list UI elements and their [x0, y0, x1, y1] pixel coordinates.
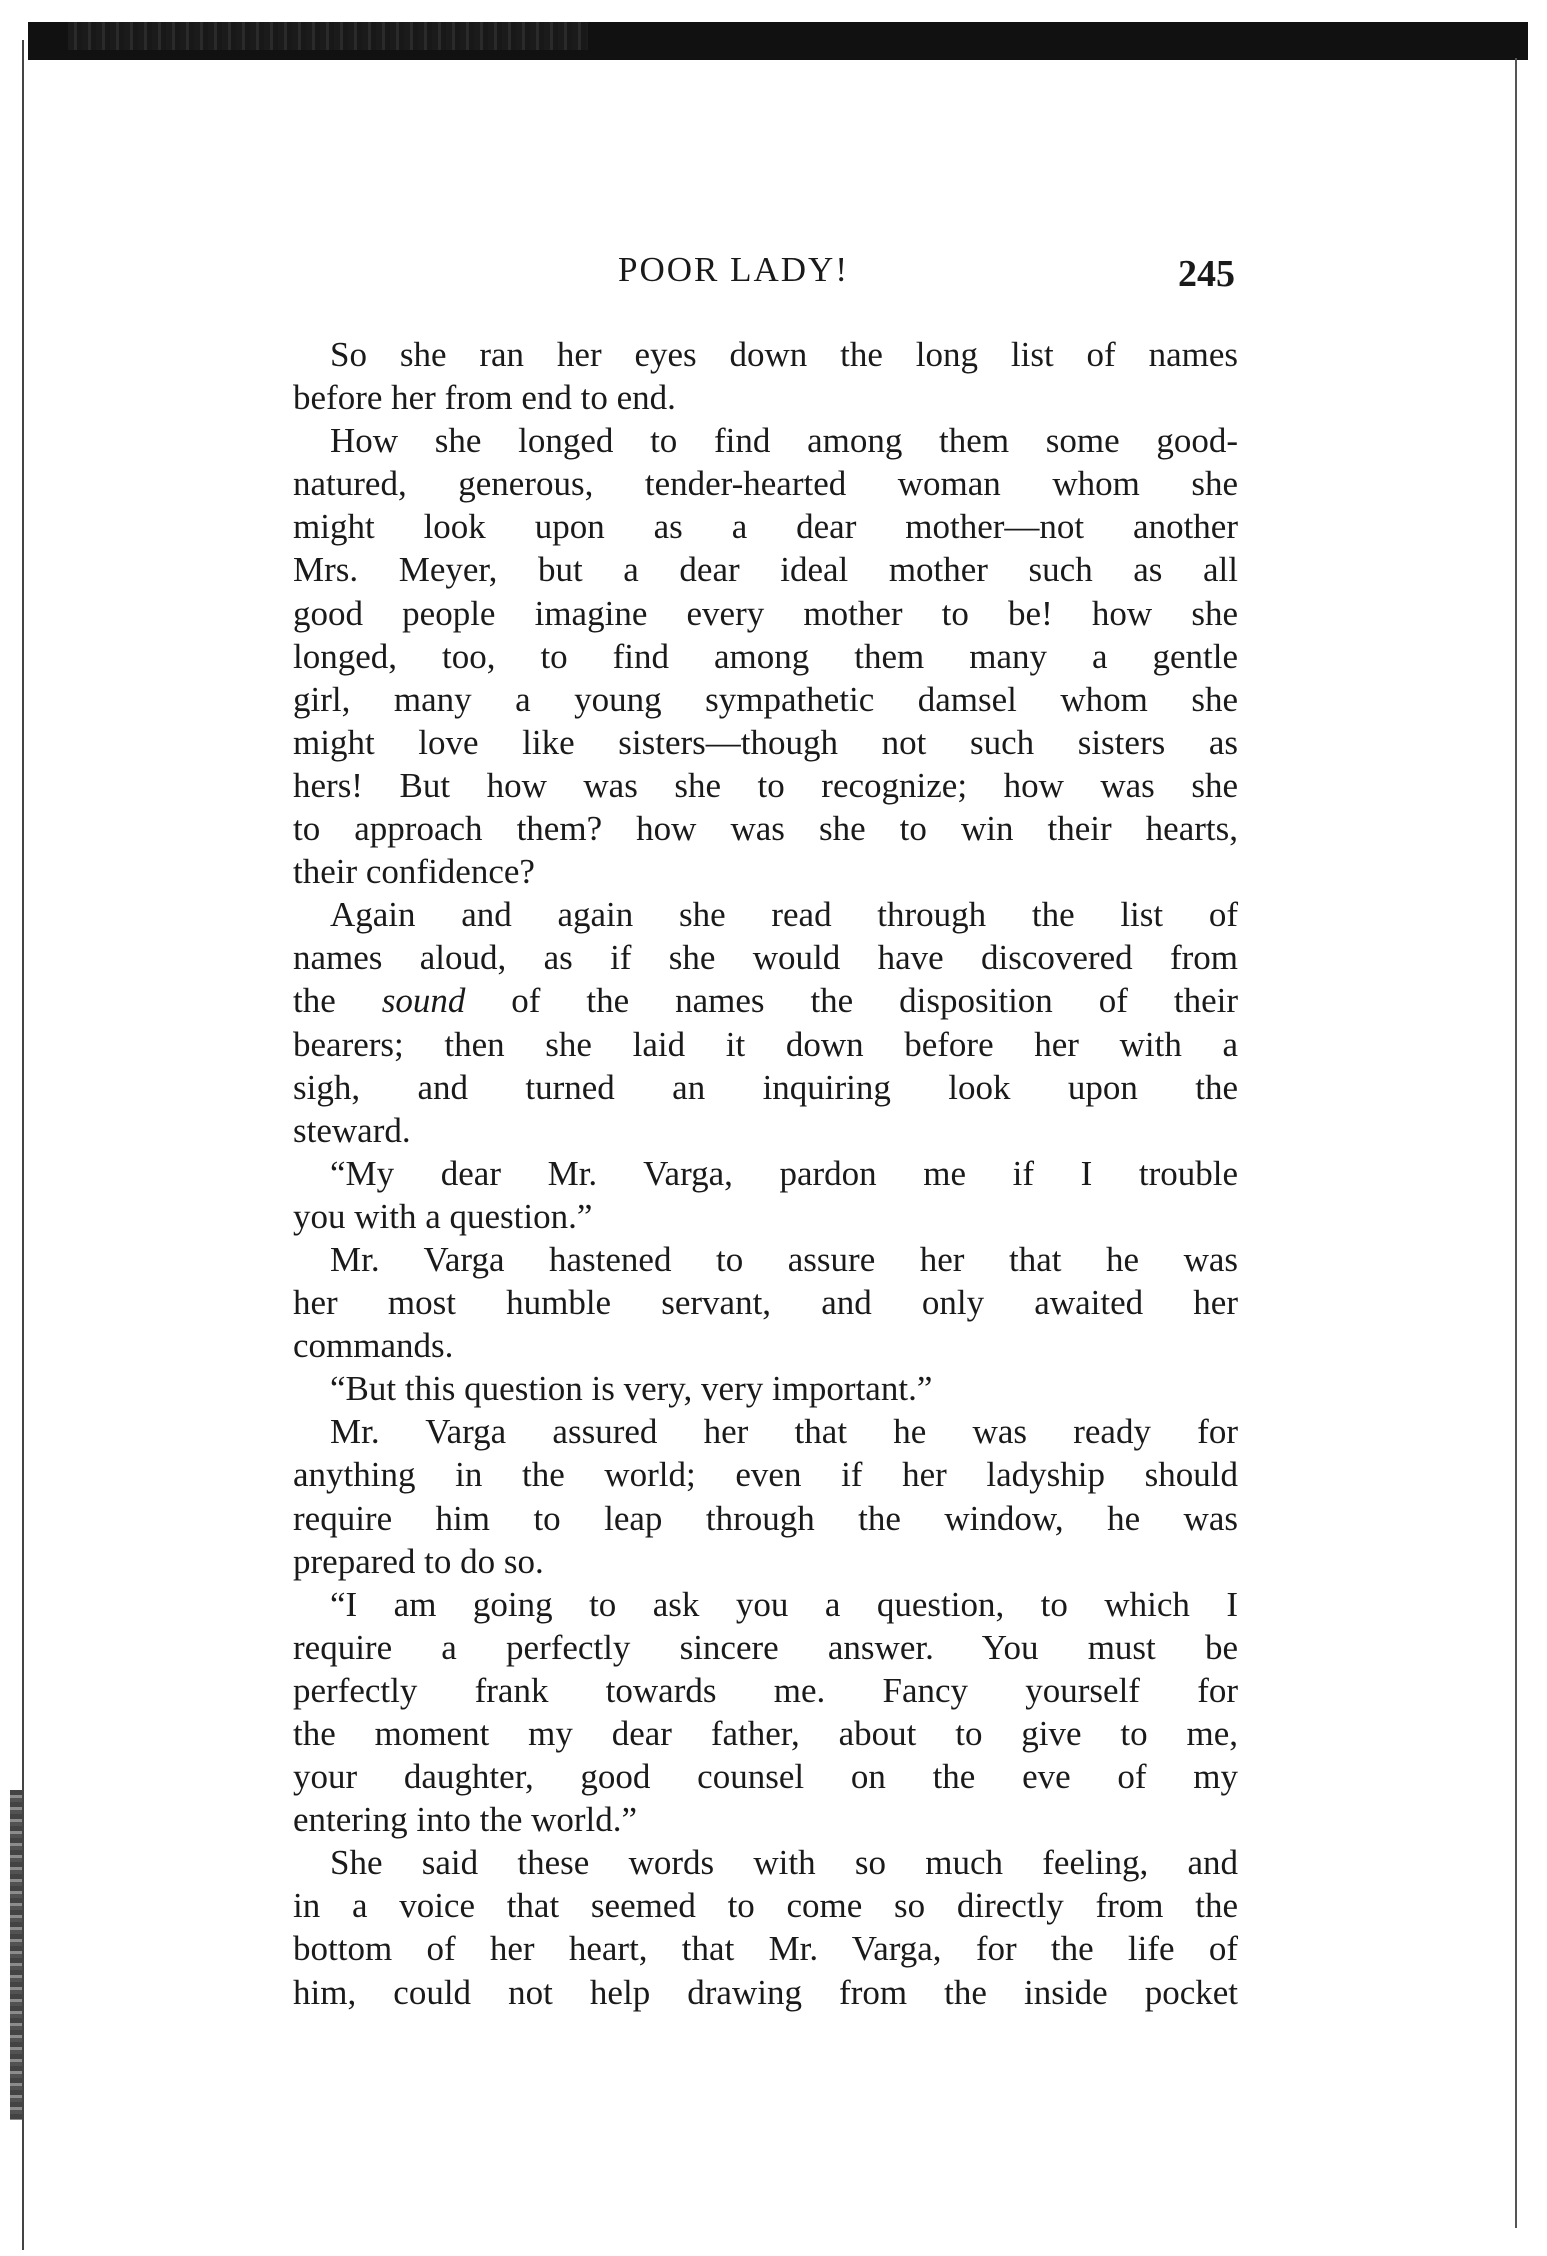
- text-line: bottom of her heart, that Mr. Varga, for the life of: [293, 1929, 1238, 1969]
- text-line: in a voice that seemed to come so directly from the: [293, 1886, 1238, 1926]
- text-line: require him to leap through the window, he was: [293, 1498, 1238, 1538]
- text-line: him, could not help drawing from the inside pocket: [293, 1972, 1238, 2012]
- text-before-emphasis: the: [293, 981, 382, 1021]
- text-line: longed, too, to find among them many a gentle: [293, 636, 1238, 676]
- text-line: steward.: [293, 1110, 411, 1150]
- text-line: the moment my dear father, about to give to me,: [293, 1714, 1238, 1753]
- text-line: their confidence?: [293, 852, 535, 892]
- text-line: So she ran her eyes down the long list of names: [330, 335, 1238, 374]
- scan-left-edge: [22, 40, 24, 2250]
- text-line: bearers; then she laid it down before her with a: [293, 1024, 1238, 1064]
- text-line-with-emphasis: [293, 979, 1238, 1022]
- text-line: prepared to do so.: [293, 1541, 544, 1581]
- text-line: How she longed to find among them some good-: [330, 421, 1238, 461]
- text-after-emphasis: of the names the disposition of their: [465, 981, 1238, 1021]
- text-line: your daughter, good counsel on the eve of my: [293, 1757, 1238, 1797]
- text-line: sigh, and turned an inquiring look upon the: [293, 1067, 1238, 1107]
- text-line: anything in the world; even if her ladyship should: [293, 1455, 1238, 1495]
- text-line: Mrs. Meyer, but a dear ideal mother such as all: [293, 550, 1238, 590]
- text-line: girl, many a young sympathetic damsel whom she: [293, 679, 1238, 719]
- text-line: to approach them? how was she to win their hearts,: [293, 809, 1238, 849]
- text-line: names aloud, as if she would have discovered from: [293, 938, 1238, 978]
- running-title: POOR LADY!: [618, 250, 849, 289]
- text-line: perfectly frank towards me. Fancy yourself for: [293, 1670, 1238, 1710]
- text-line: natured, generous, tender-hearted woman whom she: [293, 464, 1238, 504]
- text-line: commands.: [293, 1326, 454, 1366]
- text-line: hers! But how was she to recognize; how was she: [293, 765, 1238, 805]
- page-number: 245: [1178, 253, 1235, 295]
- text-line: might look upon as a dear mother—not another: [293, 507, 1238, 547]
- text-line: Mr. Varga hastened to assure her that he was: [330, 1239, 1238, 1279]
- text-line: you with a question.”: [293, 1196, 593, 1236]
- text-line: Mr. Varga assured her that he was ready for: [330, 1412, 1238, 1452]
- text-line: “But this question is very, very important.”: [330, 1369, 933, 1409]
- scan-binding-shadow: [10, 1790, 22, 2120]
- text-line: She said these words with so much feeling, and: [330, 1843, 1238, 1883]
- text-line: Again and again she read through the list of: [330, 895, 1238, 935]
- page-header: [0, 250, 1547, 310]
- text-line: her most humble servant, and only awaited her: [293, 1283, 1238, 1323]
- scan-top-border: [28, 22, 1528, 60]
- text-line: entering into the world.”: [293, 1800, 638, 1840]
- text-line: “I am going to ask you a question, to which I: [330, 1584, 1238, 1624]
- text-line: require a perfectly sincere answer. You must be: [293, 1627, 1238, 1667]
- text-line: might love like sisters—though not such sisters as: [293, 722, 1238, 762]
- text-line: “My dear Mr. Varga, pardon me if I trouble: [330, 1153, 1238, 1193]
- scan-right-edge: [1515, 58, 1517, 2228]
- text-line: before her from end to end.: [293, 378, 676, 418]
- emphasis-word: sound: [381, 981, 466, 1021]
- body-text: [293, 333, 1238, 2014]
- text-line: good people imagine every mother to be! how she: [293, 593, 1238, 633]
